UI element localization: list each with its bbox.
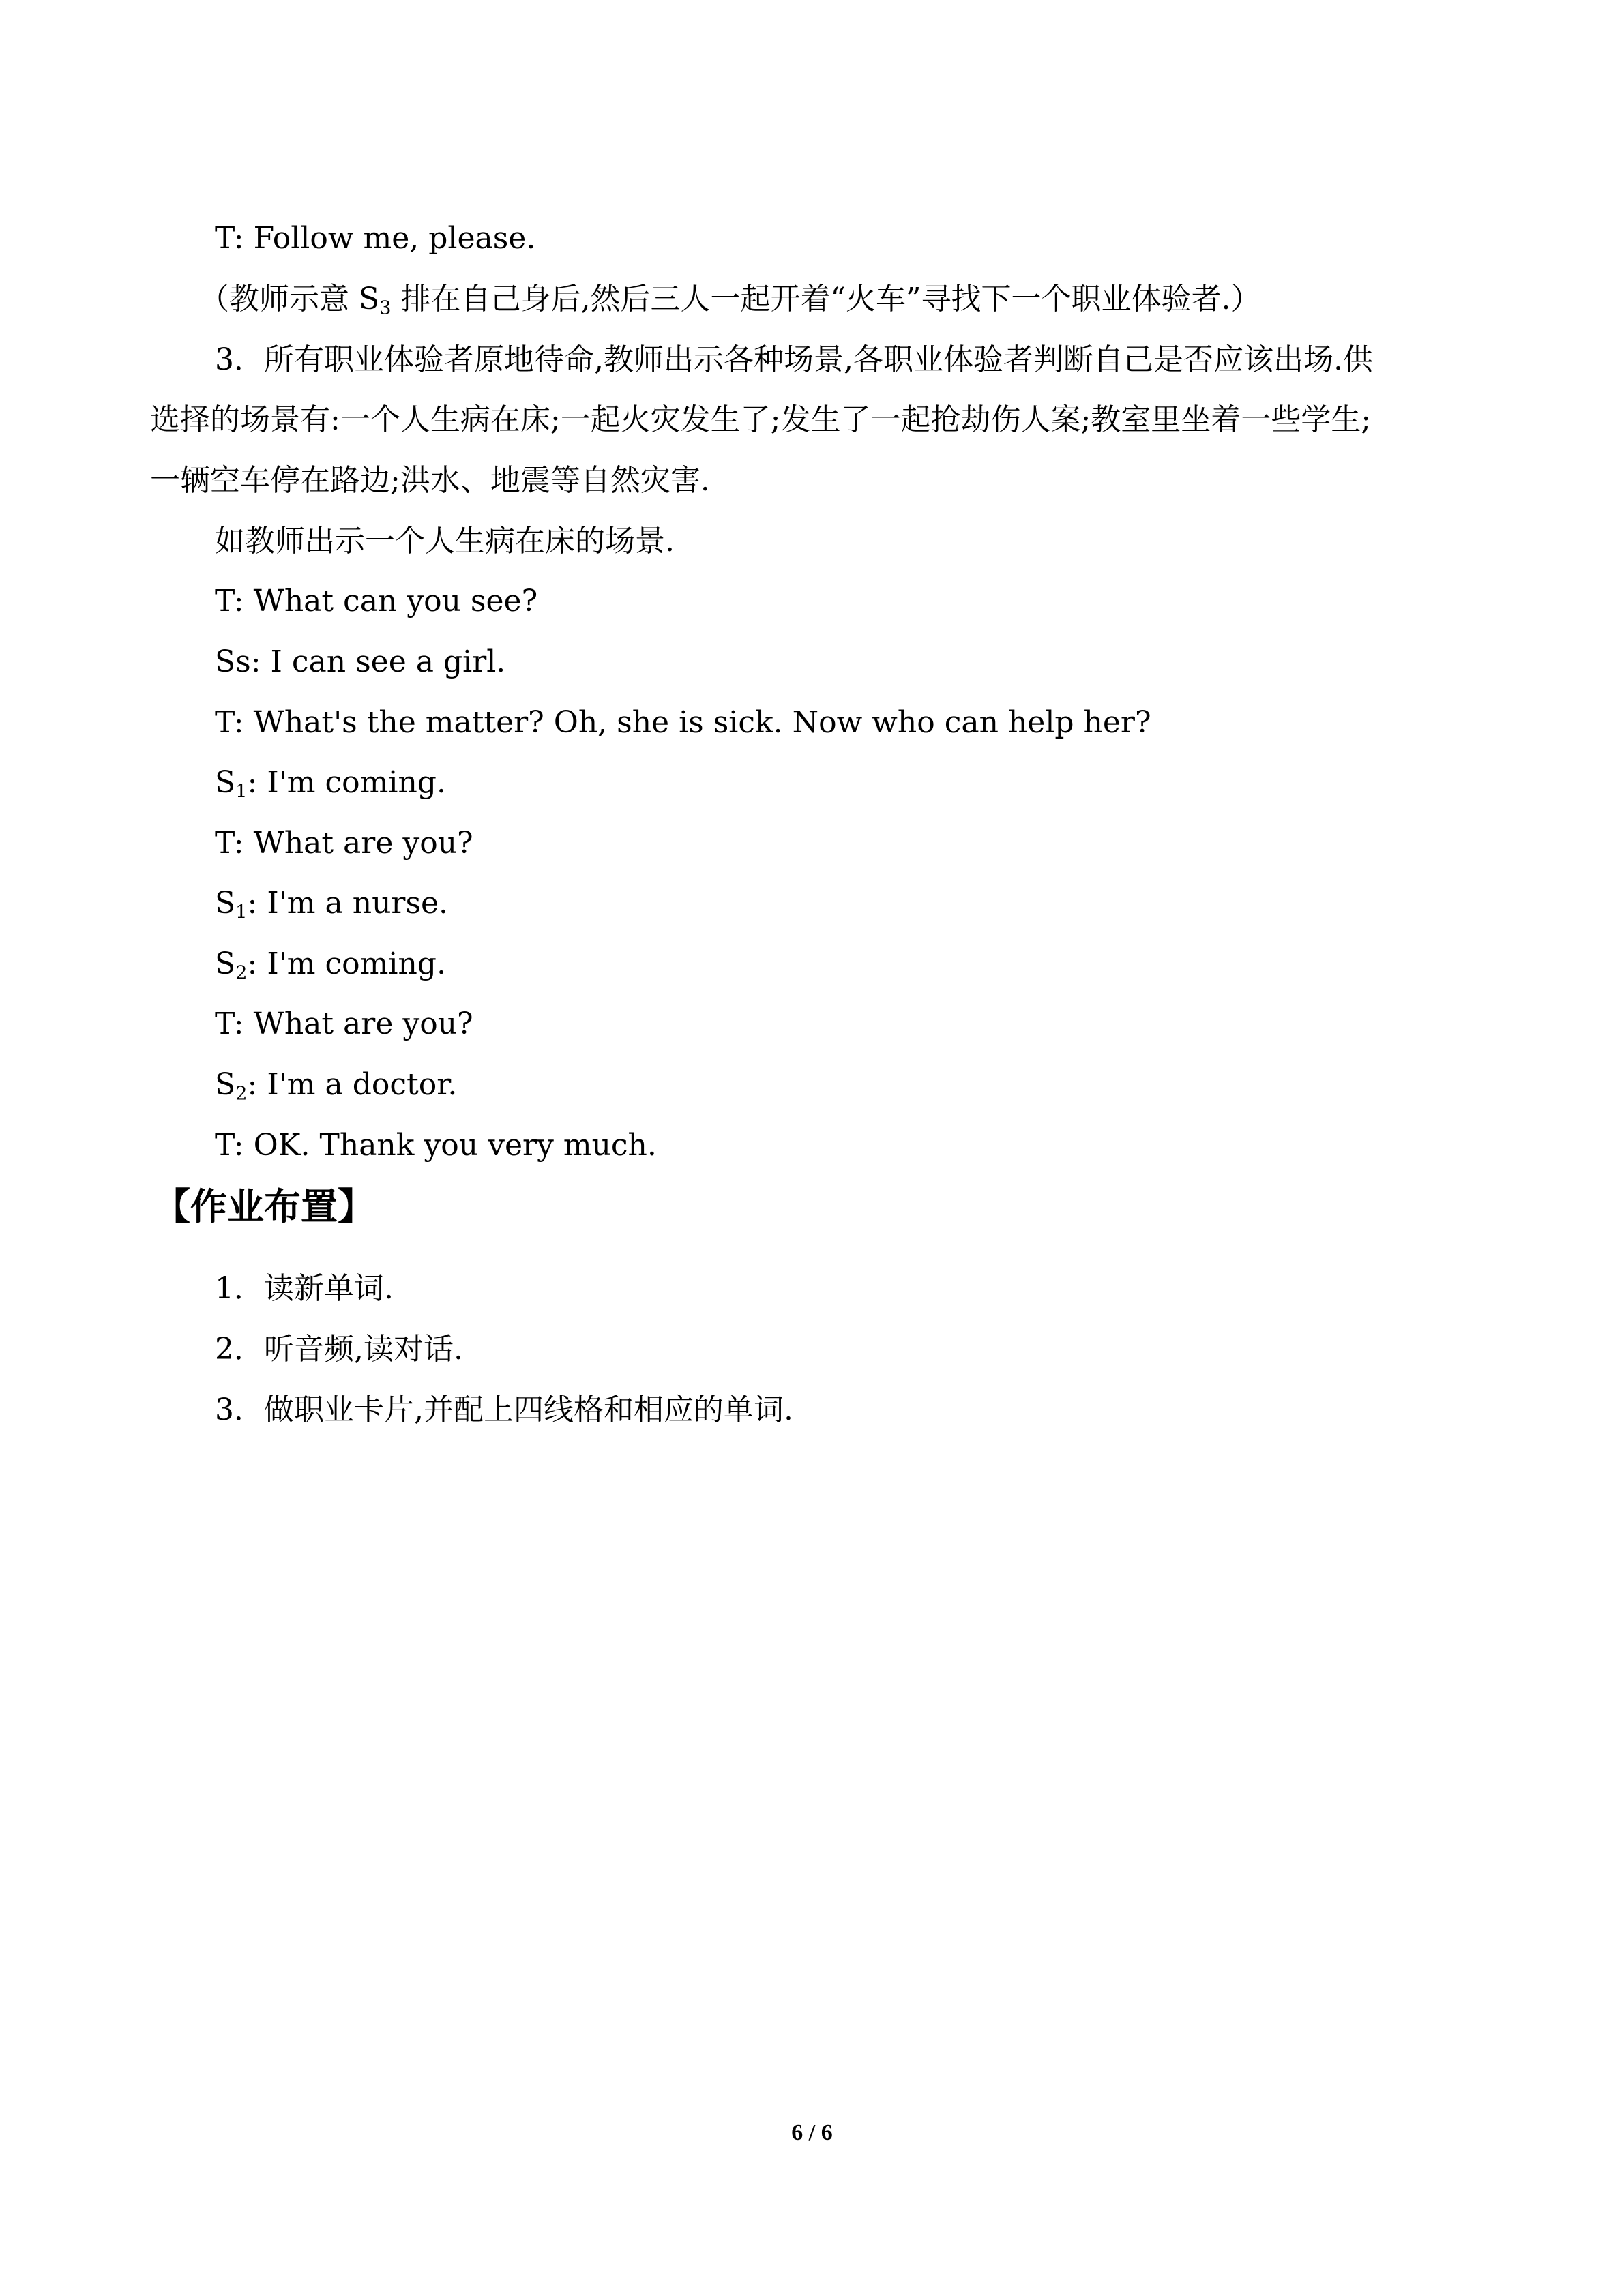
dialogue-line — [215, 582, 537, 621]
dialogue-line — [215, 1005, 473, 1043]
line-text: S — [215, 765, 236, 800]
paragraph-line — [150, 401, 1371, 439]
line-text: T: Follow me, please. — [215, 221, 536, 256]
homework-item: 1．读新单词. — [215, 1271, 394, 1306]
dialogue-line — [215, 1127, 657, 1165]
subscript: 2 — [235, 1083, 248, 1105]
line-text: （教师示意 S — [199, 282, 380, 316]
dialogue-line — [215, 824, 473, 863]
homework-item: 3．做职业卡片,并配上四线格和相应的单词. — [215, 1392, 793, 1427]
paragraph-line — [215, 522, 675, 561]
dialogue-line — [215, 1066, 457, 1104]
page-number: 6 / 6 — [791, 2120, 833, 2145]
dialogue-line — [215, 704, 1151, 742]
line-text: 一辆空车停在路边;洪水、地震等自然灾害. — [150, 463, 710, 498]
dialogue-line — [215, 945, 446, 983]
line-text: 3．所有职业体验者原地待命,教师出示各种场景,各职业体验者判断自己是否应该出场.供 — [215, 342, 1373, 377]
line-text: T: What are you? — [215, 826, 473, 861]
dialogue-line — [215, 220, 535, 258]
line-text: : I'm a nurse. — [247, 886, 449, 921]
line-text: S — [215, 886, 236, 921]
line-text: T: What's the matter? Oh, she is sick. Now who can help her? — [215, 705, 1151, 740]
dialogue-line — [215, 884, 448, 923]
line-text: T: OK. Thank you very much. — [215, 1128, 657, 1163]
line-text: : I'm coming. — [247, 946, 446, 981]
line-text: T: What are you? — [215, 1007, 473, 1041]
dialogue-line — [215, 643, 505, 681]
subscript: 1 — [235, 781, 248, 803]
homework-item: 2．听音频,读对话. — [215, 1332, 463, 1367]
subscript: 3 — [379, 297, 392, 319]
line-text: S — [215, 946, 236, 981]
line-text: S — [215, 1067, 236, 1102]
line-text: : I'm a doctor. — [247, 1067, 458, 1102]
paragraph-line — [215, 341, 1373, 379]
line-text: 排在自己身后,然后三人一起开着“火车”寻找下一个职业体验者.） — [391, 282, 1261, 316]
paragraph-line — [150, 462, 710, 500]
line-text: T: What can you see? — [215, 584, 538, 618]
line-text: : I'm coming. — [247, 765, 446, 800]
line-text: Ss: I can see a girl. — [215, 644, 506, 679]
section-heading: 【作业布置】 — [153, 1185, 374, 1228]
subscript: 1 — [235, 901, 248, 923]
subscript: 2 — [235, 962, 248, 984]
line-text: 选择的场景有:一个人生病在床;一起火灾发生了;发生了一起抢劫伤人案;教室里坐着一些学生; — [150, 402, 1372, 437]
dialogue-line — [215, 764, 446, 802]
instruction-line — [199, 280, 1260, 318]
line-text: 如教师出示一个人生病在床的场景. — [215, 524, 675, 558]
